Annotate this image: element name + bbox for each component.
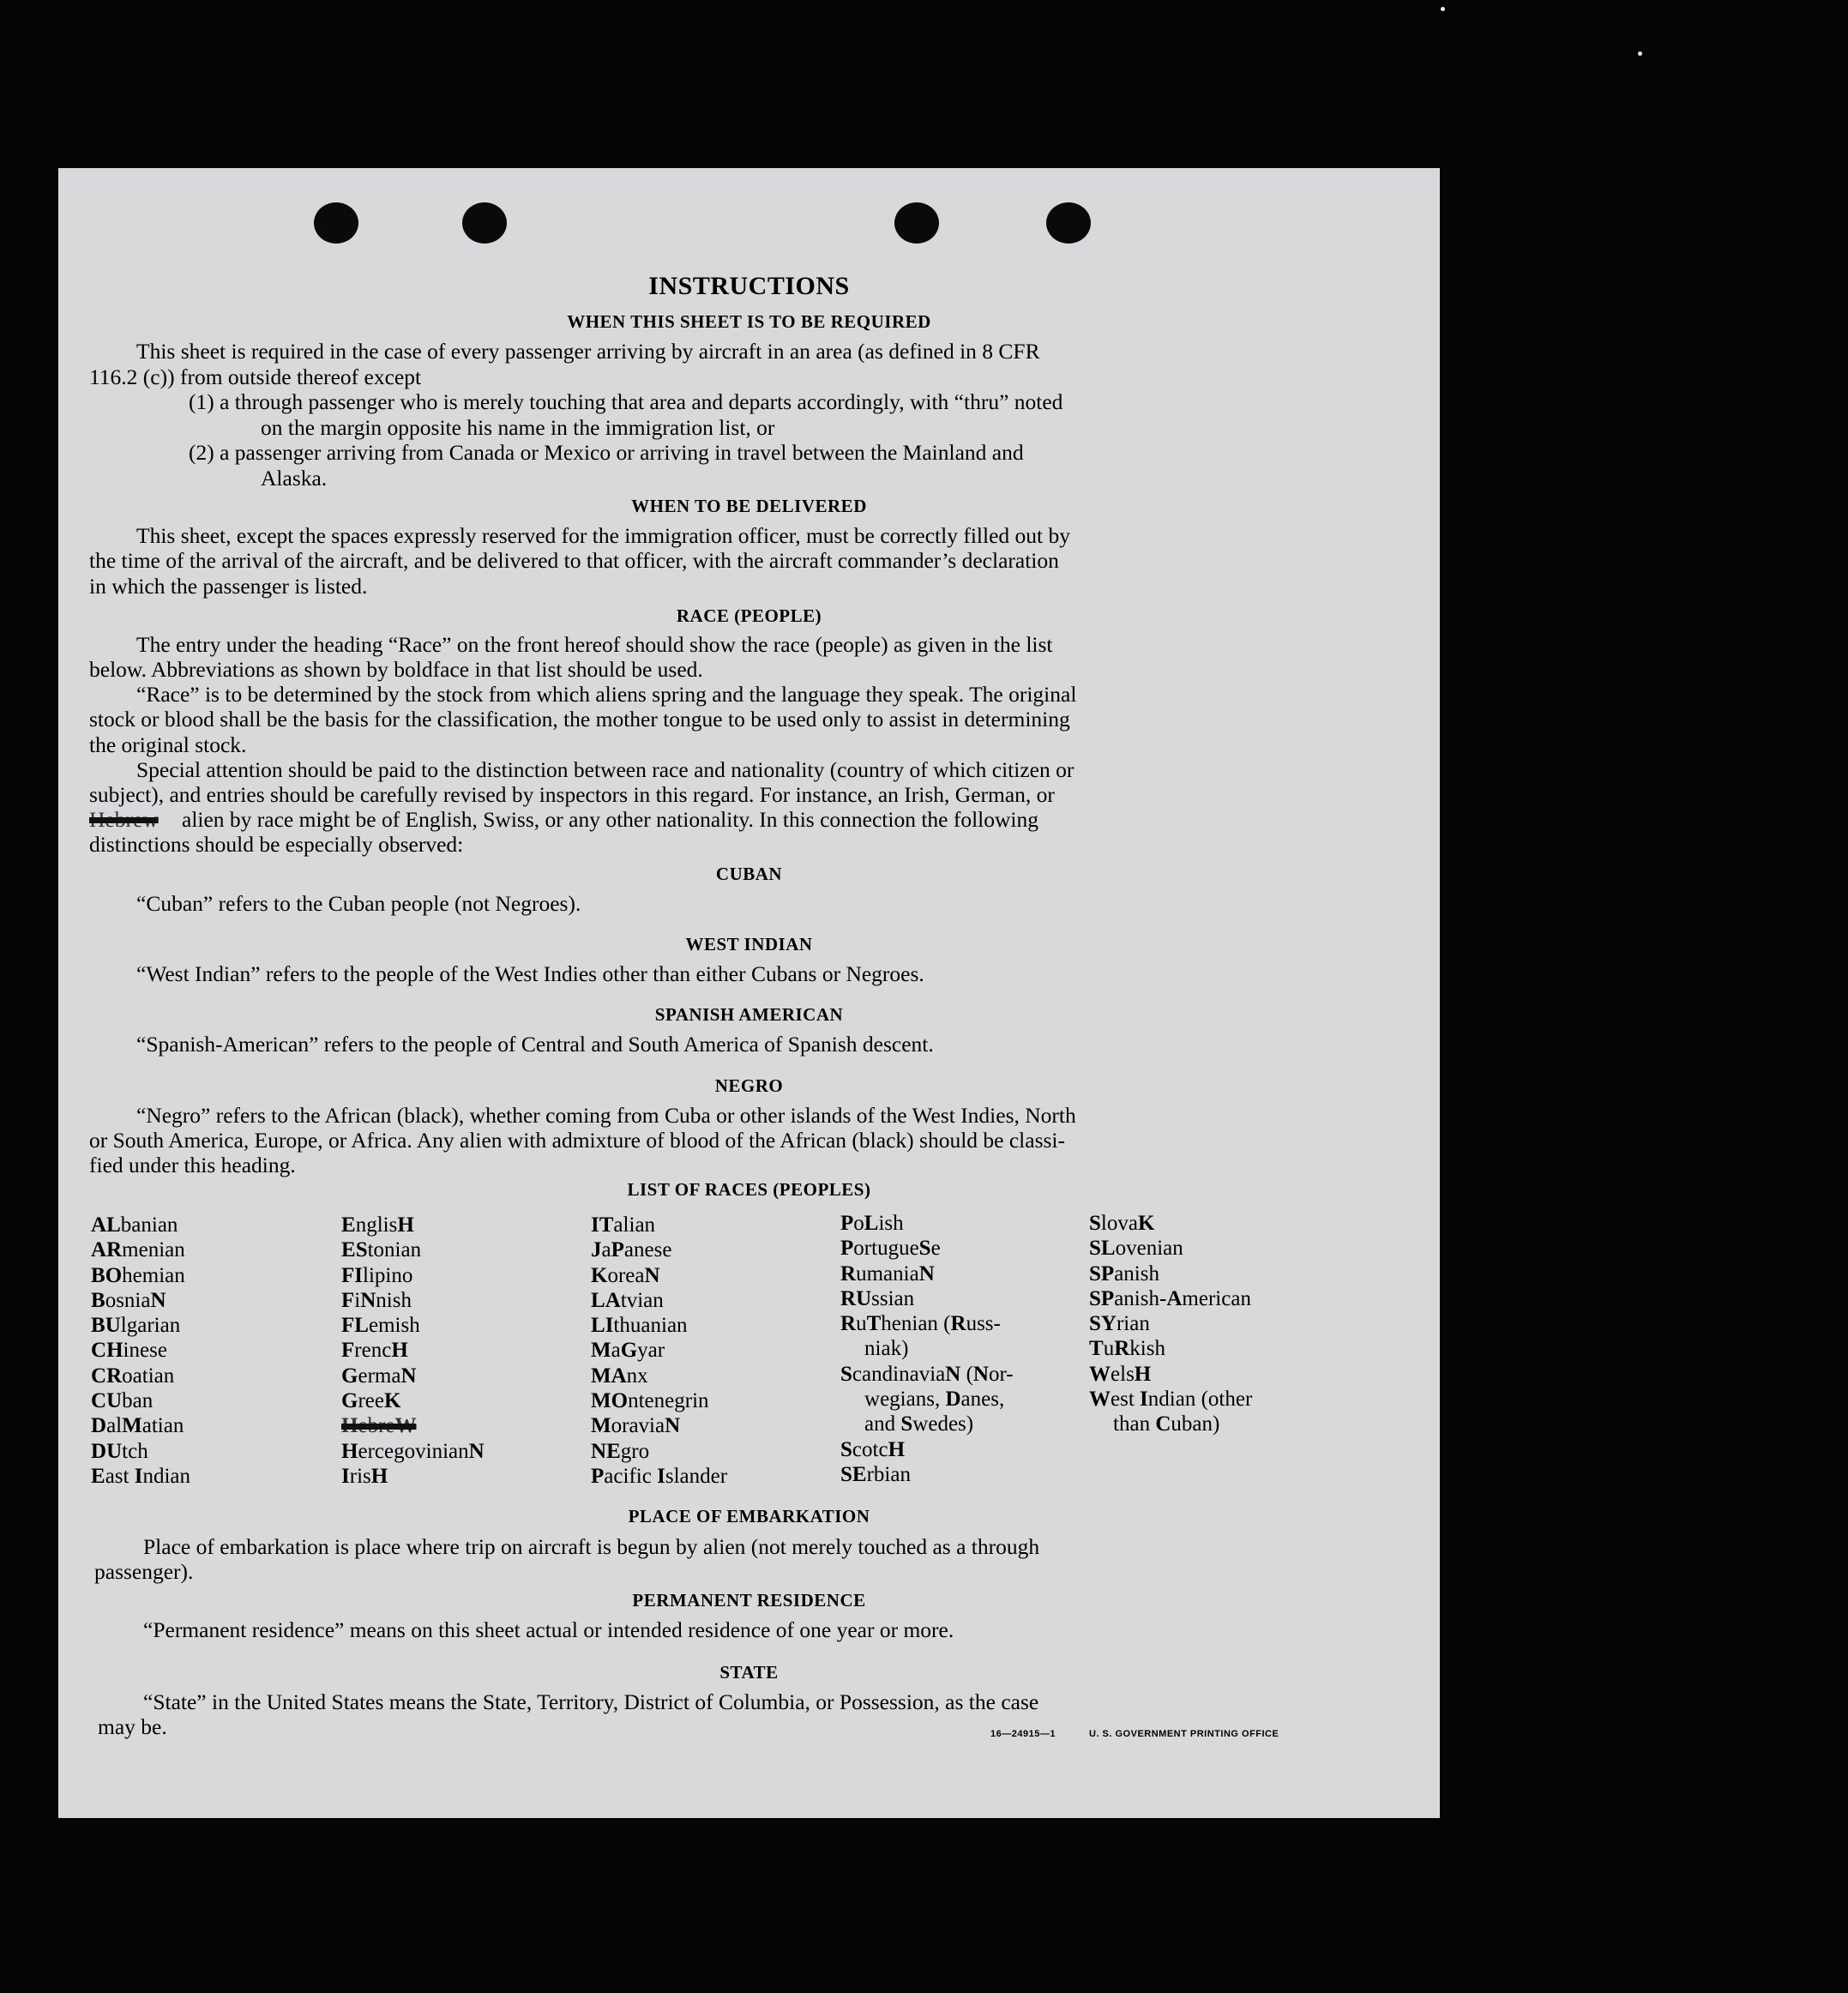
race-item: TuRkish [1089, 1337, 1165, 1361]
race-item: BosniaN [91, 1288, 166, 1312]
body-text-line: “West Indian” refers to the people of the West Indies other than either Cubans or Negroes. [136, 961, 924, 986]
race-item-continued: than Cuban) [1113, 1412, 1220, 1436]
race-item: FLemish [341, 1314, 420, 1338]
race-item: SPanish-American [1089, 1286, 1251, 1310]
race-item: PortugueSe [840, 1237, 941, 1261]
body-text-line: in which the passenger is listed. [89, 574, 368, 599]
race-item: FrencH [341, 1339, 408, 1363]
section-heading-spanish-american: SPANISH AMERICAN [654, 1004, 844, 1025]
body-text-line: “Permanent residence” means on this sheet actual or intended residence of one year or more. [143, 1617, 954, 1642]
body-text-line: or South America, Europe, or Africa. Any alien with admixture of blood of the African (black) should be classi- [89, 1128, 1065, 1153]
race-column-4 [840, 1211, 1014, 1487]
section-heading-cuban: CUBAN [715, 864, 783, 884]
race-item: BOhemian [91, 1263, 185, 1287]
race-item: FIlipino [341, 1263, 413, 1287]
race-item: BUlgarian [91, 1314, 181, 1338]
punch-hole [894, 202, 939, 244]
race-item: LAtvian [591, 1288, 664, 1312]
body-text-line: The entry under the heading “Race” on the front hereof should show the race (people) as given in the list [136, 632, 1053, 657]
section-heading-permanent-residence: PERMANENT RESIDENCE [632, 1590, 866, 1611]
body-text-line: This sheet is required in the case of every passenger arriving by aircraft in an area (as defined in 8 CFR [136, 339, 1040, 364]
section-heading-race: RACE (PEOPLE) [676, 605, 822, 626]
race-item-continued: niak) [864, 1337, 909, 1361]
punch-hole [462, 202, 507, 244]
section-heading-when-required: WHEN THIS SHEET IS TO BE REQUIRED [567, 311, 931, 332]
race-item: KoreaN [591, 1263, 660, 1287]
race-item: RuThenian (Russ- [840, 1312, 1001, 1336]
race-item: CHinese [91, 1339, 167, 1363]
punch-hole [1046, 202, 1091, 244]
race-item: ScandinaviaN (Nor- [840, 1362, 1014, 1386]
film-speck [1441, 7, 1445, 11]
body-text-line: Place of embarkation is place where trip on aircraft is begun by alien (not merely touched as a through [143, 1534, 1040, 1559]
race-column-5 [1089, 1211, 1252, 1437]
race-item: RumaniaN [840, 1261, 935, 1286]
race-item: East Indian [91, 1464, 191, 1488]
race-item-continued: wegians, Danes, [864, 1388, 1005, 1412]
body-text-line: “Race” is to be determined by the stock from which aliens spring and the language they speak. The original [136, 682, 1077, 707]
race-item: CUban [91, 1389, 153, 1413]
race-item: ITalian [591, 1213, 656, 1237]
race-item: FiNnish [341, 1288, 412, 1312]
page-title: INSTRUCTIONS [648, 272, 850, 300]
race-item: RUssian [840, 1286, 915, 1310]
race-item: GreeK [341, 1389, 401, 1413]
race-item: West Indian (other [1089, 1388, 1253, 1412]
body-text-line: fied under this heading. [89, 1153, 296, 1177]
race-item: MaGyar [591, 1339, 665, 1363]
race-item: CRoatian [91, 1364, 175, 1388]
race-item: MAnx [591, 1364, 648, 1388]
section-heading-negro: NEGRO [714, 1075, 784, 1096]
punch-hole [314, 202, 358, 244]
race-column-3 [591, 1213, 727, 1489]
section-heading-when-delivered: WHEN TO BE DELIVERED [631, 496, 867, 516]
race-item: SYrian [1089, 1312, 1150, 1336]
race-item: SLovenian [1089, 1237, 1183, 1261]
body-text-line: (1) a through passenger who is merely touching that area and departs accordingly, with “thru” noted [189, 389, 1063, 414]
race-column-1 [91, 1213, 190, 1489]
race-item: EStonian [341, 1238, 422, 1262]
section-heading-list-of-races: LIST OF RACES (PEOPLES) [627, 1179, 871, 1200]
race-item: SPanish [1089, 1261, 1159, 1286]
body-text-line: passenger). [94, 1559, 194, 1584]
race-item: Pacific Islander [591, 1464, 728, 1488]
race-item: DUtch [91, 1439, 148, 1463]
section-heading-embarkation: PLACE OF EMBARKATION [628, 1506, 870, 1526]
body-text-line: alien by race might be of English, Swiss, or any other nationality. In this connection the following [182, 807, 1039, 832]
body-text-line: the time of the arrival of the aircraft, and be delivered to that officer, with the aircraft commander’s declaration [89, 548, 1059, 573]
body-text-line: below. Abbreviations as shown by boldface in that list should be used. [89, 657, 703, 682]
race-item: LIthuanian [591, 1314, 688, 1338]
body-text-line: “Negro” refers to the African (black), whether coming from Cuba or other islands of the West Indies, North [136, 1103, 1076, 1128]
body-text-line: “Spanish-American” refers to the people of Central and South America of Spanish descent. [136, 1032, 934, 1057]
body-text-line: the original stock. [89, 732, 247, 757]
race-item: PoLish [840, 1212, 904, 1235]
race-item: HercegovinianN [341, 1439, 485, 1463]
race-item-continued: and Swedes) [864, 1412, 974, 1436]
race-item: IrisH [341, 1464, 388, 1488]
body-text-line: may be. [98, 1714, 167, 1739]
race-item: ALbanian [91, 1213, 178, 1237]
race-item: MOntenegrin [591, 1389, 709, 1413]
body-text-line: This sheet, except the spaces expressly reserved for the immigration officer, must be correctly filled out by [136, 523, 1070, 548]
film-speck [1638, 51, 1642, 56]
body-text-line: on the margin opposite his name in the immigration list, or [261, 415, 775, 440]
body-text-line: (2) a passenger arriving from Canada or Mexico or arriving in travel between the Mainland and [189, 440, 1024, 465]
race-item: MoraviaN [591, 1414, 681, 1438]
race-item: NEgro [591, 1439, 650, 1463]
body-text-line: subject), and entries should be carefully revised by inspectors in this regard. For instance, an Irish, German, or [89, 782, 1055, 807]
body-text-line: distinctions should be especially observed: [89, 832, 464, 857]
struck-word-hebrew: Hebrew [89, 807, 159, 832]
race-item: SlovaK [1089, 1212, 1155, 1235]
form-number: 16—24915—1 [990, 1729, 1056, 1739]
race-item-struck: HebreW [341, 1414, 417, 1438]
race-item: SErbian [840, 1462, 911, 1486]
race-item: DalMatian [91, 1414, 184, 1438]
race-item: WelsH [1089, 1362, 1152, 1386]
race-item: ScotcH [840, 1437, 906, 1461]
body-text-line: Special attention should be paid to the distinction between race and nationality (country of which citizen or [136, 757, 1074, 782]
section-heading-state: STATE [719, 1662, 779, 1683]
race-item: ARmenian [91, 1238, 185, 1262]
race-item: GermaN [341, 1364, 417, 1388]
body-text-line: 116.2 (c)) from outside thereof except [89, 364, 422, 389]
race-column-2 [341, 1213, 485, 1489]
printer-imprint: U. S. GOVERNMENT PRINTING OFFICE [1089, 1729, 1279, 1739]
race-item: JaPanese [591, 1238, 672, 1262]
body-text-line: stock or blood shall be the basis for the classification, the mother tongue to be used only to assist in determining [89, 707, 1070, 732]
section-heading-west-indian: WEST INDIAN [685, 934, 813, 954]
body-text-line: “State” in the United States means the State, Territory, District of Columbia, or Possession, as the case [143, 1689, 1039, 1714]
body-text-line: Alaska. [261, 466, 328, 491]
body-text-line: “Cuban” refers to the Cuban people (not Negroes). [136, 891, 581, 916]
race-item: EnglisH [341, 1213, 414, 1237]
